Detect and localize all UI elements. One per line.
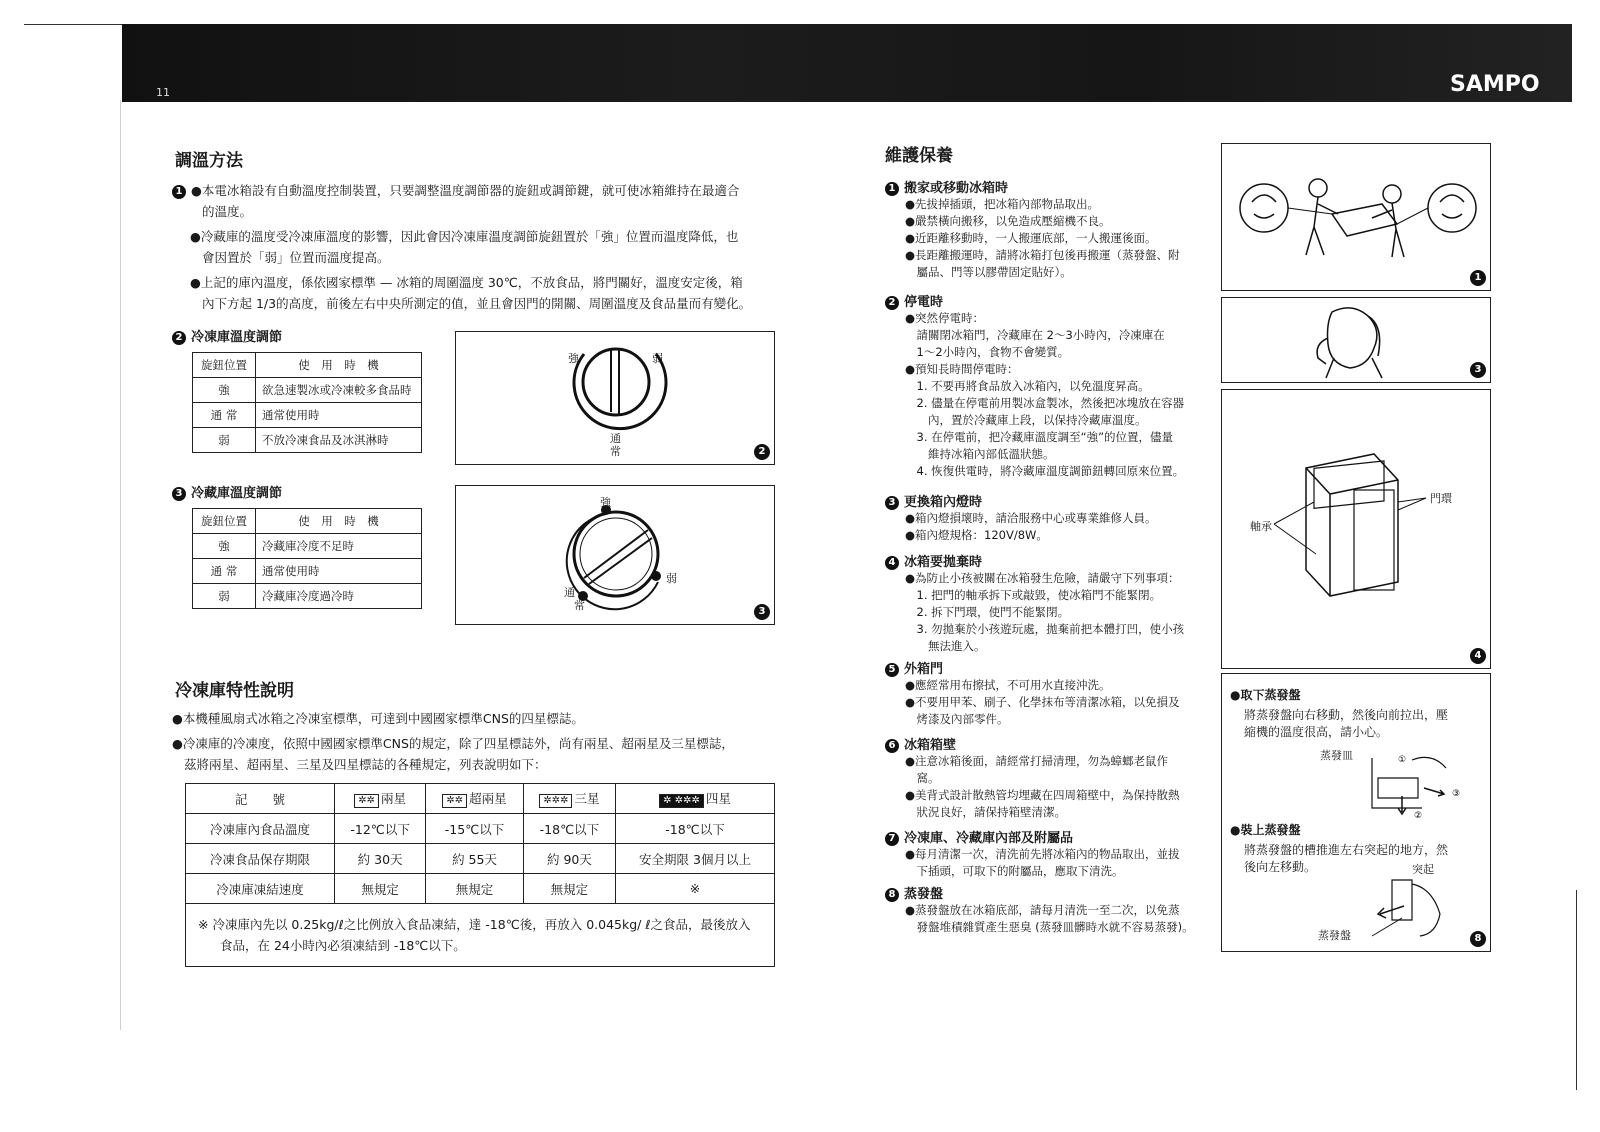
- text-line: 窩。: [905, 771, 940, 785]
- fridge-adj-header-pos: 旋鈕位置: [193, 509, 256, 534]
- star-mark-super-two: [426, 784, 524, 814]
- header-band: [122, 24, 1572, 102]
- install-pan-title: ●裝上蒸發盤: [1230, 823, 1301, 837]
- figure-number-1: 1: [1470, 270, 1486, 286]
- dial-label-weak: 弱: [652, 352, 663, 365]
- evaporator-dish-label: 蒸發皿: [1320, 749, 1353, 762]
- table-cell: 冷藏庫冷度過冷時: [256, 584, 422, 609]
- edge-rule: [1576, 890, 1577, 1090]
- dial-label-normal-1: 通: [564, 586, 575, 599]
- text-line: 屬品、門等以膠帶固定貼好）。: [905, 265, 1072, 279]
- table-cell: 無規定: [523, 874, 615, 904]
- svg-text:①: ①: [1398, 755, 1407, 765]
- table-row: [186, 814, 775, 844]
- freezer-dial-figure: [455, 331, 775, 465]
- text-line: 將蒸發盤的槽推進左右突起的地方，然: [1244, 843, 1449, 857]
- maint-s4-body: [905, 570, 1205, 655]
- text-line: 無法進入。: [905, 639, 986, 653]
- star-table-note: [186, 904, 775, 967]
- figure-number-4: 4: [1470, 648, 1486, 664]
- phone-call-illustration: [1222, 298, 1490, 382]
- fridge-adj-header-use: 使 用 時 機: [256, 509, 422, 534]
- star-mark-label: 四星: [705, 791, 731, 806]
- dial-label-normal-1: 通: [610, 432, 621, 445]
- star-mark-label: 兩星: [380, 791, 406, 806]
- table-cell: 約 90天: [523, 844, 615, 874]
- text-line: ●注意冰箱後面，請經常打掃清理，勿為蟑螂老鼠作: [905, 754, 1169, 768]
- star-rating-table: [185, 783, 775, 967]
- maint-s6-body: [905, 753, 1205, 821]
- evaporator-figure: [1221, 673, 1491, 952]
- protrusion-label: 突起: [1412, 863, 1434, 876]
- text-line: ●突然停電時：: [905, 311, 985, 325]
- power-outage-figure: [1221, 297, 1491, 383]
- figure-number-3: 3: [1470, 362, 1486, 378]
- step-4-marker: 4: [885, 556, 899, 570]
- table-cell: 安全期限 3個月以上: [616, 844, 775, 874]
- maint-section-title: 維護保養: [885, 146, 953, 166]
- table-cell: 通常使用時: [256, 559, 422, 584]
- table-cell: ※: [616, 874, 775, 904]
- temp-p3: ●上記的庫內溫度，係依國家標準 — 冰箱的周圍溫度 30℃，不放食品，將門關好，溫度安定後，箱: [190, 275, 743, 290]
- text-line: 3. 勿拋棄於小孩遊玩處，拋棄前把本體打凹，使小孩: [905, 622, 1185, 636]
- text-line: 2. 拆下門環，使門不能緊閉。: [905, 605, 1070, 619]
- star-box-icon: ✲ ✲✲✲: [659, 794, 704, 808]
- figure-number-2: 2: [754, 444, 770, 460]
- text-line: 將蒸發盤向右移動，然後向前拉出，壓: [1244, 708, 1449, 722]
- text-line: 1. 把門的軸承拆下或敲毀，使冰箱門不能緊閉。: [905, 588, 1162, 602]
- step-2-marker: 2: [885, 296, 899, 310]
- step-2-marker: 2: [172, 331, 186, 345]
- bearing-label: 軸承: [1250, 520, 1272, 533]
- temp-p1: ●本電冰箱設有自動溫度控制裝置，只要調整溫度調節器的旋鈕或調節鍵，就可使冰箱維持在最適合: [191, 183, 740, 198]
- table-cell: 無規定: [335, 874, 426, 904]
- step-5-marker: 5: [885, 663, 899, 677]
- star-mark-label: 三星: [574, 791, 600, 806]
- temp-p2b: 會因置於「弱」位置而溫度提高。: [202, 250, 390, 265]
- text-line: ●為防止小孩被關在冰箱發生危險，請嚴守下列事項：: [905, 571, 1180, 585]
- page-number: 11: [156, 86, 170, 99]
- maint-s1-title: 1 搬家或移動冰箱時: [885, 177, 1008, 196]
- text-line: ●美背式設計散熱管均埋藏在四周箱壁中，為保持散熱: [905, 788, 1180, 802]
- table-cell: -18℃以下: [523, 814, 615, 844]
- temp-p3b: 內下方起 1/3的高度，前後左右中央所測定的值，並且會因門的開關、周圍溫度及食品量而有變化。: [202, 296, 752, 311]
- freezer-adj-heading: [172, 326, 282, 345]
- text-line: 2. 儘量在停電前用製冰盒製冰，然後把冰塊放在容器: [905, 396, 1185, 410]
- freezer-adj-title: 冷凍庫溫度調節: [191, 330, 283, 345]
- table-cell: 通 常: [193, 403, 256, 428]
- fridge-dial-figure: [455, 485, 775, 625]
- maint-s5-title: 5 外箱門: [885, 658, 943, 677]
- table-row: [186, 844, 775, 874]
- text-line: 3. 在停電前，把冷藏庫溫度調至“強”的位置，儘量: [905, 430, 1174, 444]
- freezer-char-paragraphs: [172, 708, 792, 775]
- text-line: ●近距離移動時，一人搬運底部，一人搬運後面。: [905, 231, 1157, 245]
- top-rule: [24, 24, 124, 25]
- svg-text:②: ②: [1414, 811, 1423, 818]
- maint-s3-title: 3 更換箱內燈時: [885, 491, 982, 510]
- freezer-char-p1: ●本機種風扇式冰箱之冷凍室標準，可達到中國國家標準CNS的四星標誌。: [172, 711, 584, 726]
- table-cell: 冷凍庫內食品溫度: [186, 814, 335, 844]
- text-line: 維持冰箱內部低溫狀態。: [905, 447, 1055, 461]
- table-cell: 強: [193, 534, 256, 559]
- table-cell: 欲急速製冰或冷凍較多食品時: [256, 378, 422, 403]
- door-ring-label: 門環: [1430, 492, 1452, 505]
- temp-paragraphs: [172, 180, 792, 314]
- table-cell: 冷凍食品保存期限: [186, 844, 335, 874]
- svg-text:③: ③: [1452, 789, 1461, 799]
- fridge-adj-title: 冷藏庫溫度調節: [191, 486, 283, 501]
- remove-pan-title: ●取下蒸發盤: [1230, 688, 1301, 702]
- maint-s7-body: [905, 846, 1205, 880]
- text-line: 內，置於冷藏庫上段，以保持冷藏庫溫度。: [905, 413, 1147, 427]
- figure-number-3: 3: [754, 604, 770, 620]
- star-mark-four: [616, 784, 775, 814]
- remove-pan-text: [1244, 707, 1448, 741]
- table-row: [186, 874, 775, 904]
- maint-s3-body: [905, 510, 1205, 544]
- step-1-marker: 1: [172, 185, 186, 199]
- freezer-char-p2: ●冷凍庫的冷凍度，依照中國國家標準CNS的規定，除了四星標誌外，尚有兩星、超兩星及三星標誌，: [172, 736, 734, 751]
- step-3-marker: 3: [172, 487, 186, 501]
- table-cell: 通 常: [193, 559, 256, 584]
- table-cell: 通常使用時: [256, 403, 422, 428]
- remove-pan-illustration: [1352, 748, 1472, 818]
- table-cell: 約 55天: [426, 844, 524, 874]
- maint-s2-body: [905, 310, 1205, 480]
- table-cell: 不放冷凍食品及冰淇淋時: [256, 428, 422, 453]
- star-mark-label: 超兩星: [469, 791, 507, 806]
- star-mark-two: [335, 784, 426, 814]
- maint-s6-title: 6 冰箱箱壁: [885, 734, 956, 753]
- star-note-line-2: 食品，在 24小時內必須凍結到 -18℃以下。: [220, 938, 466, 953]
- text-line: 狀況良好，請保持箱壁清潔。: [905, 805, 1066, 819]
- step-6-marker: 6: [885, 739, 899, 753]
- moving-illustration: [1222, 144, 1490, 290]
- text-line: 4. 恢復供電時，將冷藏庫溫度調節鈕轉回原來位置。: [905, 464, 1185, 478]
- text-line: ●箱內燈損壞時，請洽服務中心或專業維修人員。: [905, 511, 1157, 525]
- text-line: 1～2小時內，食物不會變質。: [905, 345, 1070, 359]
- temp-section-title: 調溫方法: [175, 151, 243, 171]
- star-box-icon: ✲✲: [354, 794, 379, 808]
- text-line: 縮機的溫度很高，請小心。: [1244, 725, 1389, 739]
- dial-label-normal-2: 常: [610, 445, 621, 458]
- step-1-marker: 1: [885, 182, 899, 196]
- table-cell: 冷凍庫凍結速度: [186, 874, 335, 904]
- text-line: ●不要用甲苯、刷子、化學抹布等清潔冰箱，以免損及: [905, 695, 1180, 709]
- table-cell: 弱: [193, 428, 256, 453]
- dial-label-weak: 弱: [666, 572, 677, 585]
- freezer-adj-header-use: 使 用 時 機: [256, 353, 422, 378]
- door-figure: [1221, 389, 1491, 669]
- maint-s8-body: [905, 902, 1205, 936]
- text-line: 請關閉冰箱門，冷藏庫在 2～3小時內，冷凍庫在: [905, 328, 1165, 342]
- text-line: ●長距離搬運時，請將冰箱打包後再搬運（蒸發盤、附: [905, 248, 1180, 262]
- text-line: ●預知長時間停電時：: [905, 362, 1019, 376]
- step-7-marker: 7: [885, 832, 899, 846]
- text-line: ●先拔掉插頭，把冰箱內部物品取出。: [905, 197, 1100, 211]
- freezer-char-title: 冷凍庫特性說明: [175, 681, 294, 701]
- moving-figure: [1221, 143, 1491, 291]
- text-line: ●應經常用布擦拭，不可用水直接沖洗。: [905, 678, 1111, 692]
- fridge-adj-heading: [172, 482, 282, 501]
- maint-s8-title: 8 蒸發盤: [885, 883, 943, 902]
- text-line: ●嚴禁橫向搬移，以免造成壓縮機不良。: [905, 214, 1111, 228]
- maint-s2-title: 2 停電時: [885, 291, 943, 310]
- text-line: 下插頭，可取下的附屬品，應取下清洗。: [905, 864, 1124, 878]
- star-box-icon: ✲✲✲: [539, 794, 572, 808]
- maint-s5-body: [905, 677, 1205, 728]
- freezer-adj-header-pos: 旋鈕位置: [193, 353, 256, 378]
- temp-p2: ●冷藏庫的溫度受冷凍庫溫度的影響，因此會因冷凍庫溫度調節旋鈕置於「強」位置而溫度降低，也: [190, 229, 739, 244]
- text-line: 發盤堆積雜質產生惡臭 (蒸發皿髒時水就不容易蒸發)。: [905, 920, 1194, 934]
- text-line: ●箱內燈規格：120V/8W。: [905, 528, 1048, 542]
- fridge-dial-illustration: [456, 486, 774, 624]
- star-mark-three: [523, 784, 615, 814]
- table-cell: 冷藏庫冷度不足時: [256, 534, 422, 559]
- dial-label-strong: 強: [568, 352, 579, 365]
- text-line: 1. 不要再將食品放入冰箱內，以免溫度昇高。: [905, 379, 1150, 393]
- fridge-adj-table: [192, 508, 422, 609]
- sampo-logo: SAMPO: [1450, 72, 1540, 97]
- table-cell: -18℃以下: [616, 814, 775, 844]
- figure-number-8: 8: [1470, 931, 1486, 947]
- table-cell: -12℃以下: [335, 814, 426, 844]
- step-8-marker: 8: [885, 888, 899, 902]
- install-pan-illustration: [1362, 874, 1462, 944]
- binding-rule: [120, 100, 121, 1030]
- text-line: ●蒸發盤放在冰箱底部，請每月清洗一至二次，以免蒸: [905, 903, 1180, 917]
- evaporator-pan-label: 蒸發盤: [1318, 929, 1351, 942]
- table-cell: 弱: [193, 584, 256, 609]
- table-cell: 強: [193, 378, 256, 403]
- dial-label-normal-2: 常: [574, 599, 585, 612]
- maint-s4-title: 4 冰箱要拋棄時: [885, 551, 982, 570]
- temp-p1b: 的溫度。: [202, 204, 253, 219]
- star-box-icon: ✲✲: [442, 794, 467, 808]
- table-cell: 無規定: [426, 874, 524, 904]
- star-note-line-1: ※ 冷凍庫內先以 0.25kg/ℓ之比例放入食品凍結，達 -18℃後，再放入 0.045kg/ ℓ之食品，最後放入: [198, 917, 751, 932]
- dial-label-strong: 強: [600, 496, 611, 509]
- text-line: 後向左移動。: [1244, 860, 1317, 874]
- text-line: 烤漆及內部零件。: [905, 712, 1009, 726]
- step-3-marker: 3: [885, 496, 899, 510]
- star-col-header: 記 號: [186, 784, 335, 814]
- maint-s1-body: [905, 196, 1205, 281]
- freezer-adj-table: [192, 352, 422, 453]
- table-cell: 約 30天: [335, 844, 426, 874]
- text-line: ●每月清潔一次，清洗前先將冰箱內的物品取出，並拔: [905, 847, 1180, 861]
- table-cell: -15℃以下: [426, 814, 524, 844]
- freezer-char-p2b: 茲將兩星、超兩星、三星及四星標誌的各種規定，列表說明如下：: [184, 757, 547, 772]
- maint-s7-title: 7 冷凍庫、冷藏庫內部及附屬品: [885, 827, 1073, 846]
